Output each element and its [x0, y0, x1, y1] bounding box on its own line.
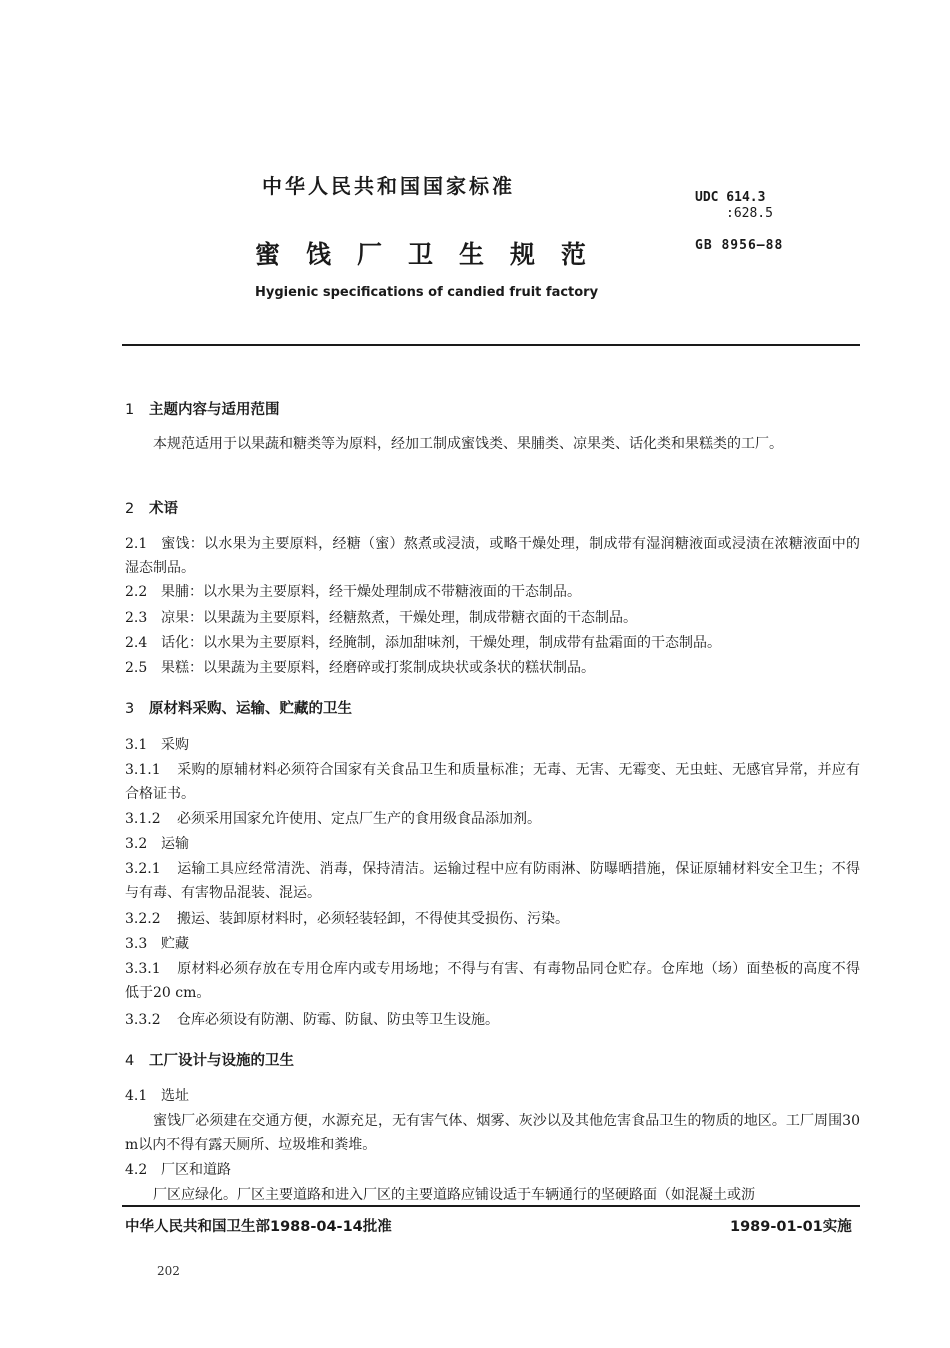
clause-3-2-1 [125, 857, 860, 905]
clause-3-3-2-number: 3.3.2 [125, 1012, 161, 1028]
clause-3-1-2-text: 必须采用国家允许使用、定点厂生产的食用级食品添加剂。 [177, 811, 541, 827]
clause-3-1-2-number: 3.1.2 [125, 811, 161, 827]
clause-3-3-2 [125, 1008, 860, 1032]
term-2-5-text: 果糕：以果蔬为主要原料，经磨碎或打浆制成块状或条状的糕状制品。 [161, 660, 595, 676]
subsection-4-2-title: 厂区和道路 [161, 1162, 231, 1178]
subsection-4-1-number: 4.1 [125, 1088, 148, 1104]
section-4-title: 工厂设计与设施的卫生 [149, 1053, 294, 1069]
section-1-title: 主题内容与适用范围 [149, 402, 280, 418]
header-divider [122, 344, 860, 346]
section-4-number: 4 [125, 1053, 135, 1069]
subsection-3-2-number: 3.2 [125, 836, 148, 852]
section-3-number: 3 [125, 701, 135, 717]
subsection-4-1 [125, 1084, 860, 1108]
term-2-2 [125, 580, 860, 604]
udc-code-line1: UDC 614.3 [695, 190, 766, 205]
section-2-title: 术语 [149, 501, 178, 517]
subsection-4-1-title: 选址 [161, 1088, 189, 1104]
approval-line: 中华人民共和国卫生部1988-04-14批准 [125, 1219, 392, 1235]
term-2-3 [125, 606, 860, 630]
section-2-heading [125, 497, 178, 518]
clause-3-3-1 [125, 957, 860, 1005]
clause-3-1-2 [125, 807, 860, 831]
term-2-5-number: 2.5 [125, 660, 148, 676]
gb-code: GB 8956—88 [695, 238, 784, 253]
term-2-4-text: 话化：以水果为主要原料，经腌制，添加甜味剂，干燥处理，制成带有盐霜面的干态制品。 [161, 635, 721, 651]
udc-code-line2: :628.5 [726, 206, 773, 221]
clause-3-1-1 [125, 758, 860, 806]
subsection-4-2-body: 厂区应绿化。厂区主要道路和进入厂区的主要道路应铺设适于车辆通行的坚硬路面（如混凝土或沥 [153, 1187, 755, 1203]
section-3-title: 原材料采购、运输、贮藏的卫生 [149, 701, 352, 717]
section-1-heading [125, 398, 280, 419]
clause-3-2-1-number: 3.2.1 [125, 861, 161, 877]
section-2-number: 2 [125, 501, 135, 517]
section-1-body: 本规范适用于以果蔬和糖类等为原料，经加工制成蜜饯类、果脯类、凉果类、话化类和果糕类的工厂。 [153, 436, 783, 452]
clause-3-1-1-number: 3.1.1 [125, 762, 161, 778]
standard-name: 中华人民共和国国家标准 [262, 174, 515, 198]
subsection-3-3-title: 贮藏 [161, 936, 189, 952]
subsection-3-3 [125, 932, 860, 956]
subsection-4-1-body: 蜜饯厂必须建在交通方便，水源充足，无有害气体、烟雾、灰沙以及其他危害食品卫生的物质的地区。工厂周围30 m以内不得有露天厕所、垃圾堆和粪堆。 [125, 1113, 860, 1153]
effective-date: 1989-01-01实施 [730, 1219, 852, 1235]
subsection-3-1 [125, 733, 860, 757]
document-title-english: Hygienic specifications of candied fruit factory [255, 285, 599, 300]
subsection-3-1-number: 3.1 [125, 737, 148, 753]
term-2-2-number: 2.2 [125, 584, 148, 600]
clause-3-2-1-text: 运输工具应经常清洗、消毒，保持清洁。运输过程中应有防雨淋、防曝晒措施，保证原辅材料安全卫生；不得与有毒、有害物品混装、混运。 [125, 861, 860, 901]
clause-3-2-2-text: 搬运、装卸原材料时，必须轻装轻卸，不得使其受损伤、污染。 [177, 911, 569, 927]
footer-divider [122, 1205, 860, 1207]
clause-3-3-1-text: 原材料必须存放在专用仓库内或专用场地；不得与有害、有毒物品同仓贮存。仓库地（场）面垫板的高度不得低于20 cm。 [125, 961, 860, 1001]
clause-3-3-1-number: 3.3.1 [125, 961, 161, 977]
clause-3-1-1-text: 采购的原辅材料必须符合国家有关食品卫生和质量标准；无毒、无害、无霉变、无虫蛀、无感官异常，并应有合格证书。 [125, 762, 860, 802]
term-2-3-number: 2.3 [125, 610, 148, 626]
term-2-1-number: 2.1 [125, 536, 148, 552]
clause-3-2-2-number: 3.2.2 [125, 911, 161, 927]
section-3-heading [125, 697, 352, 718]
subsection-4-2 [125, 1158, 860, 1182]
subsection-3-2-title: 运输 [161, 836, 189, 852]
subsection-3-3-number: 3.3 [125, 936, 148, 952]
section-1-number: 1 [125, 402, 135, 418]
clause-3-3-2-text: 仓库必须设有防潮、防霉、防鼠、防虫等卫生设施。 [177, 1012, 499, 1028]
term-2-1-text: 蜜饯：以水果为主要原料，经糖（蜜）熬煮或浸渍，或略干燥处理，制成带有湿润糖液面或浸渍在浓糖液面中的湿态制品。 [125, 536, 860, 576]
term-2-5 [125, 656, 860, 680]
document-title: 蜜饯厂卫生规范 [255, 240, 613, 269]
clause-3-2-2 [125, 907, 860, 931]
section-4-heading [125, 1049, 294, 1070]
term-2-1 [125, 532, 860, 580]
subsection-4-2-number: 4.2 [125, 1162, 148, 1178]
subsection-3-2 [125, 832, 860, 856]
page-number: 202 [157, 1264, 180, 1278]
term-2-4 [125, 631, 860, 655]
subsection-3-1-title: 采购 [161, 737, 189, 753]
term-2-2-text: 果脯：以水果为主要原料，经干燥处理制成不带糖液面的干态制品。 [161, 584, 581, 600]
term-2-3-text: 凉果：以果蔬为主要原料，经糖熬煮，干燥处理，制成带糖衣面的干态制品。 [161, 610, 637, 626]
term-2-4-number: 2.4 [125, 635, 148, 651]
